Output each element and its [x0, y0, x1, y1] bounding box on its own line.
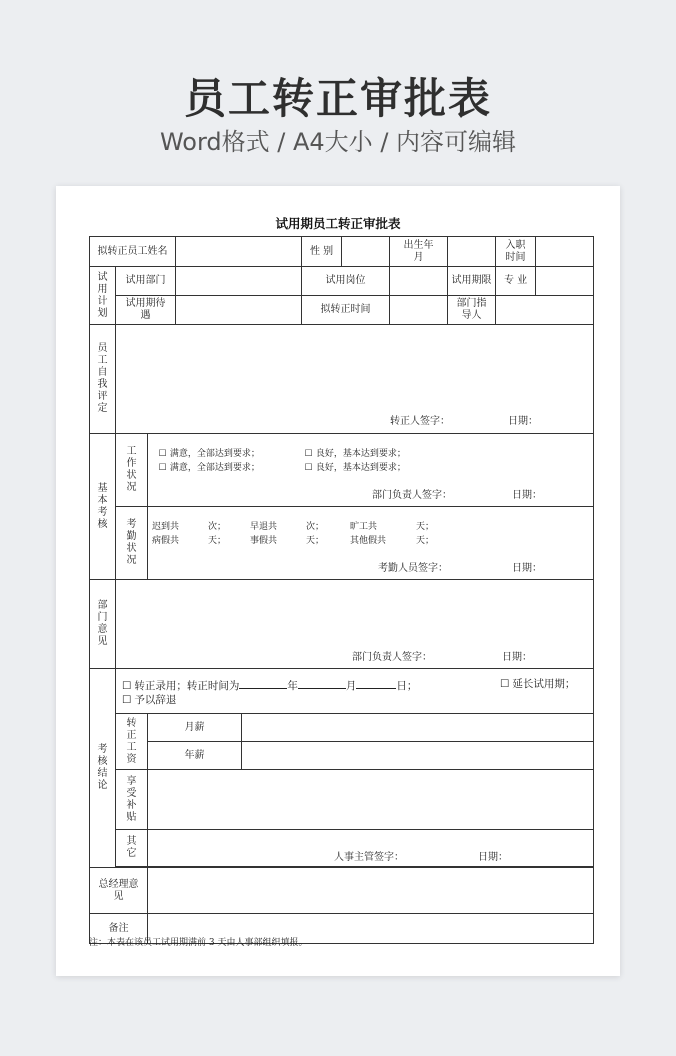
day-label: 日； [396, 680, 418, 692]
major-label: 专 业 [496, 267, 536, 296]
checkbox-icon[interactable]: ☐ [500, 678, 510, 690]
self-eval-section-label: 员工自我评定 [90, 325, 116, 434]
gm-field[interactable] [148, 868, 594, 914]
opt-regular-label: 转正录用；转正时间为 [134, 680, 240, 692]
banner-title: 员工转正审批表 [183, 74, 492, 123]
birth-label: 出生年月 [390, 237, 448, 267]
table-row [90, 714, 594, 742]
trial-dept-label: 试用部门 [116, 267, 176, 296]
name-label: 拟转正员工姓名 [90, 237, 176, 267]
work-status-label: 工作状况 [116, 434, 148, 507]
gender-label: 性 别 [302, 237, 342, 267]
late-unit: 次； [208, 522, 227, 532]
year-input[interactable] [239, 678, 287, 689]
table-row [90, 237, 594, 267]
other-label: 其它 [116, 830, 148, 867]
self-eval-sign-label: 转正人签字： [390, 416, 450, 427]
entry-label: 入职时间 [496, 237, 536, 267]
early-unit: 次； [306, 522, 325, 532]
checkbox-icon[interactable]: ☐ [304, 463, 313, 473]
sick-unit: 天； [208, 536, 227, 546]
table-row [90, 434, 594, 507]
mentor-field[interactable] [496, 296, 594, 325]
month-input[interactable] [298, 678, 346, 689]
work-option-4: 良好，基本达到要求； [315, 463, 406, 473]
banner-subtitle: Word格式 / A4大小 / 内容可编辑 [159, 128, 517, 156]
attendance-field[interactable] [148, 507, 594, 580]
attendance-date-label: 日期： [512, 563, 542, 574]
mentor-label: 部门指导人 [448, 296, 496, 325]
hr-sign-label: 人事主管签字： [334, 852, 404, 863]
attendance-label: 考勤状况 [116, 507, 148, 580]
table-row [90, 669, 594, 714]
personal-unit: 天； [306, 536, 325, 546]
work-option-3: 满意，全部达到要求； [169, 463, 260, 473]
treatment-field[interactable] [176, 296, 302, 325]
document-sheet [56, 186, 620, 976]
checkbox-icon[interactable]: ☐ [158, 463, 167, 473]
treatment-label: 试用期待遇 [116, 296, 176, 325]
trial-period-label: 试用期限 [448, 267, 496, 296]
self-eval-date-label: 日期： [508, 416, 538, 427]
annual-field[interactable] [242, 742, 594, 770]
monthly-label: 月薪 [148, 714, 242, 742]
attendance-sign-label: 考勤人员签字： [378, 563, 448, 574]
conclusion-section-label: 考核结论 [90, 669, 116, 868]
trial-post-field[interactable] [390, 267, 448, 296]
early-label: 早退共 [250, 522, 278, 532]
regular-time-field[interactable] [390, 296, 448, 325]
year-label: 年 [287, 680, 298, 692]
dept-opinion-date-label: 日期： [502, 652, 532, 663]
day-input[interactable] [356, 678, 396, 689]
late-label: 迟到共 [152, 522, 180, 532]
plan-section-label: 试用计划 [90, 267, 116, 325]
birth-field[interactable] [448, 237, 496, 267]
opt-dismiss-label: 予以辞退 [134, 694, 177, 706]
work-option-2: 良好，基本达到要求； [315, 449, 406, 459]
checkbox-icon[interactable]: ☐ [122, 680, 132, 692]
basic-assess-section-label: 基本考核 [90, 434, 116, 580]
annual-label: 年薪 [148, 742, 242, 770]
dept-opinion-field[interactable] [116, 580, 594, 669]
month-label: 月 [345, 680, 357, 692]
subsidy-label: 享受补贴 [116, 770, 148, 830]
form-note: 注：本表在该员工试用期满前 3 天由人事部组织填报。 [89, 938, 308, 948]
checkbox-icon[interactable]: ☐ [158, 449, 167, 459]
opt-extend-label: 延长试用期； [512, 678, 576, 690]
sick-label: 病假共 [152, 536, 180, 546]
major-field[interactable] [536, 267, 594, 296]
work-option-1: 满意，全部达到要求； [169, 449, 260, 459]
hr-date-label: 日期： [478, 852, 508, 863]
gender-field[interactable] [342, 237, 390, 267]
work-sign-label: 部门负责人签字： [372, 490, 452, 501]
dept-opinion-section-label: 部门意见 [90, 580, 116, 669]
salary-label: 转正工资 [116, 714, 148, 770]
absent-unit: 天； [416, 522, 435, 532]
work-status-field[interactable] [148, 434, 594, 507]
other-field[interactable] [148, 830, 594, 867]
name-field[interactable] [176, 237, 302, 267]
table-row [90, 267, 594, 296]
table-row [90, 742, 594, 770]
trial-dept-field[interactable] [176, 267, 302, 296]
checkbox-icon[interactable]: ☐ [122, 694, 132, 706]
table-row [90, 507, 594, 580]
entry-field[interactable] [536, 237, 594, 267]
other-leave-label: 其他假共 [350, 536, 387, 546]
self-eval-field[interactable] [116, 325, 594, 434]
checkbox-icon[interactable]: ☐ [304, 449, 313, 459]
table-row [90, 830, 594, 867]
table-row [90, 580, 594, 669]
other-leave-unit: 天； [416, 536, 435, 546]
absent-label: 旷工共 [350, 522, 378, 532]
monthly-field[interactable] [242, 714, 594, 742]
form-title: 试用期员工转正审批表 [275, 216, 401, 231]
personal-label: 事假共 [250, 536, 278, 546]
work-date-label: 日期： [512, 490, 542, 501]
approval-form-table [89, 236, 594, 944]
trial-post-label: 试用岗位 [302, 267, 390, 296]
remark-label: 备注 [90, 914, 148, 944]
table-row [90, 770, 594, 830]
table-row [90, 296, 594, 325]
conclusion-options [116, 669, 594, 714]
gm-label: 总经理意见 [90, 868, 148, 914]
dept-opinion-sign-label: 部门负责人签字： [352, 652, 432, 663]
table-row [90, 325, 594, 434]
subsidy-field[interactable] [148, 770, 594, 830]
table-row [90, 868, 594, 914]
regular-time-label: 拟转正时间 [302, 296, 390, 325]
